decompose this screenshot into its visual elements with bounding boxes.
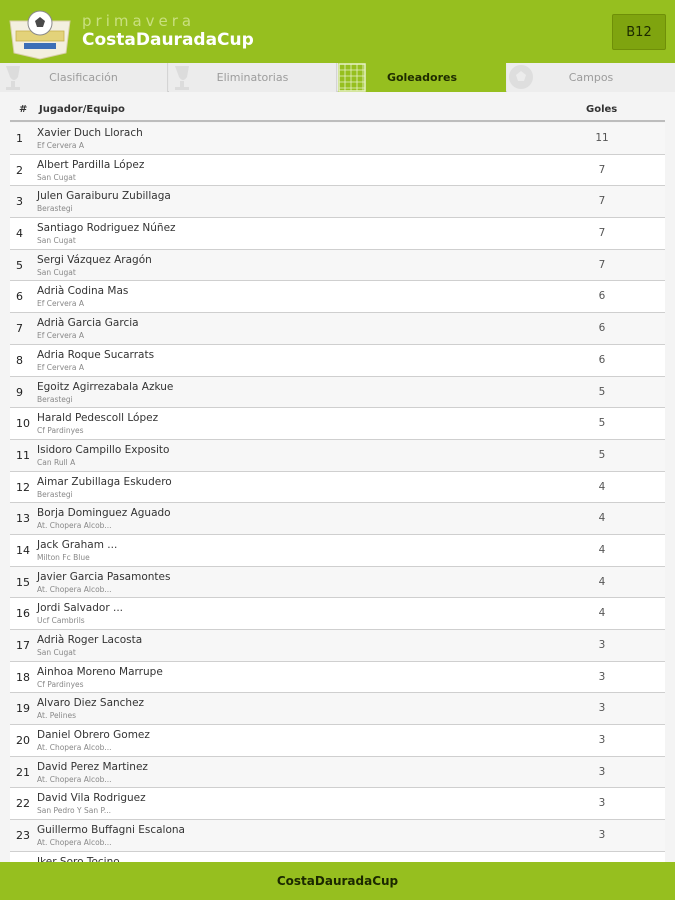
goals-count: 3 [598, 765, 606, 778]
goals-count: 11 [595, 132, 609, 144]
team-name: Ef Cervera A [37, 141, 84, 150]
row-number: 13 [16, 512, 30, 526]
team-name: Ef Cervera A [37, 331, 84, 341]
team-name: Ef Cervera A [37, 362, 84, 372]
player-name: Javier Garcia Pasamontes [37, 570, 171, 583]
team-name: At. Chopera Alcob... [37, 743, 112, 753]
goals-count: 3 [598, 829, 606, 842]
goals-count: 4 [598, 607, 606, 620]
player-name: Julen Garaiburu Zubillaga [37, 190, 171, 203]
table-row[interactable] [10, 345, 665, 377]
player-name: Alvaro Diez Sanchez [37, 697, 145, 710]
team-name: At. Chopera Alcob... [37, 774, 112, 784]
team-name: At. Pelines [37, 711, 77, 721]
goals-count: 7 [598, 258, 606, 271]
trophy-icon [0, 63, 30, 92]
player-name: Harald Pedescoll López [37, 412, 159, 425]
table-row[interactable] [10, 155, 665, 187]
player-name: Santiago Rodriguez Núñez [37, 222, 176, 235]
player-name: Jack Graham ... [37, 538, 118, 551]
row-number: 16 [16, 607, 30, 621]
table-header [10, 96, 665, 122]
table-row[interactable] [10, 820, 665, 852]
table-row[interactable] [10, 567, 665, 599]
team-name: Milton Fc Blue [37, 552, 90, 562]
table-row[interactable] [10, 598, 665, 630]
column-header-goals: Goles [586, 104, 618, 115]
goals-count: 3 [598, 797, 606, 810]
column-header-number: # [19, 104, 28, 115]
table-row[interactable] [10, 503, 665, 535]
goals-count: 5 [598, 448, 606, 461]
goals-count: 3 [598, 639, 606, 651]
player-name: Adrià Codina Mas [37, 285, 129, 298]
row-number: 14 [16, 543, 30, 557]
row-number: 15 [16, 575, 30, 589]
brand-subtitle: primavera [82, 12, 196, 30]
tab-label: Goleadores [386, 71, 458, 84]
table-row[interactable] [10, 408, 665, 440]
team-name: Berastegi [37, 489, 73, 499]
player-name: Jordi Salvador ... [37, 602, 123, 615]
table-row[interactable] [10, 757, 665, 789]
ball-logo-icon [6, 7, 74, 59]
row-number: 9 [16, 385, 23, 399]
brand-title: CostaDauradaCup [82, 30, 254, 50]
table-row[interactable] [10, 281, 665, 313]
player-name: Guillermo Buffagni Escalona [37, 824, 185, 837]
team-name: San Cugat [37, 172, 76, 182]
row-number: 23 [16, 829, 30, 843]
goals-count: 4 [598, 512, 606, 525]
row-number: 17 [16, 639, 30, 652]
goals-count: 7 [598, 227, 606, 240]
row-number: 2 [16, 163, 23, 177]
team-name: Berastegi [37, 204, 73, 214]
tab-goleadores[interactable] [338, 63, 506, 92]
player-name: David Vila Rodriguez [37, 792, 146, 805]
table-row[interactable] [10, 788, 665, 820]
player-name: Aimar Zubillaga Eskudero [37, 475, 172, 488]
tab-label: Eliminatorias [216, 71, 289, 84]
tab-bar [0, 63, 675, 92]
row-number: 8 [16, 353, 23, 367]
trophy-icon [169, 63, 199, 92]
player-name: Ainhoa Moreno Marrupe [37, 665, 163, 678]
row-number: 20 [16, 734, 30, 748]
player-name: Isidoro Campillo Exposito [37, 443, 170, 456]
table-row[interactable] [10, 662, 665, 694]
footer-bar [0, 862, 675, 900]
player-name: David Perez Martinez [37, 760, 148, 773]
goals-count: 3 [598, 702, 606, 715]
player-name: Daniel Obrero Gomez [37, 729, 150, 742]
goal-net-icon [338, 63, 368, 92]
table-row[interactable] [10, 472, 665, 504]
tab-campos[interactable] [507, 63, 675, 92]
team-name: San Cugat [37, 648, 76, 657]
table-row[interactable] [10, 123, 665, 155]
goals-count: 6 [598, 290, 606, 303]
table-row[interactable] [10, 693, 665, 725]
team-name: At. Chopera Alcob... [37, 584, 112, 594]
row-number: 3 [16, 195, 23, 209]
goals-count: 4 [598, 480, 606, 493]
tab-label: Clasificación [49, 71, 118, 84]
table-row[interactable] [10, 313, 665, 345]
table-row[interactable] [10, 630, 665, 662]
player-name: Adria Roque Sucarrats [37, 348, 155, 361]
goals-count: 6 [598, 322, 606, 335]
goals-count: 3 [598, 670, 606, 683]
team-name: At. Chopera Alcob... [37, 838, 112, 848]
player-name: Borja Dominguez Aguado [37, 507, 171, 520]
team-name: Berastegi [37, 394, 73, 404]
table-row[interactable] [10, 440, 665, 472]
team-name: Can Rull A [37, 457, 76, 467]
tab-label: Campos [568, 71, 614, 84]
row-number: 12 [16, 480, 30, 494]
goals-count: 5 [598, 385, 606, 398]
table-row[interactable] [10, 725, 665, 757]
row-number: 10 [16, 417, 30, 431]
table-row[interactable] [10, 535, 665, 567]
row-number: 7 [16, 322, 23, 336]
goals-count: 6 [598, 353, 606, 366]
table-row[interactable] [10, 218, 665, 250]
tab-eliminatorias[interactable] [169, 63, 337, 92]
category-button[interactable]: B12 [612, 14, 666, 50]
row-number: 6 [16, 290, 23, 304]
table-row[interactable] [10, 377, 665, 409]
table-row[interactable] [10, 250, 665, 282]
column-header-player: Jugador/Equipo [39, 104, 125, 115]
player-name: Adrià Roger Lacosta [37, 634, 143, 646]
team-name: Ucf Cambrils [37, 616, 85, 626]
tab-clasificacion[interactable] [0, 63, 168, 92]
row-number: 18 [16, 670, 30, 684]
goals-count: 3 [598, 734, 606, 747]
row-number: 22 [16, 797, 30, 811]
player-name: Sergi Vázquez Aragón [37, 253, 152, 266]
team-name: Cf Pardinyes [37, 679, 84, 689]
row-number: 11 [16, 448, 30, 462]
team-name: San Cugat [37, 236, 76, 246]
player-name: Xavier Duch Llorach [37, 127, 143, 139]
goals-count: 4 [598, 575, 606, 588]
team-name: At. Chopera Alcob... [37, 521, 112, 531]
goals-count: 5 [598, 417, 606, 430]
row-number: 4 [16, 227, 23, 241]
goals-count: 7 [598, 163, 606, 176]
row-number: 5 [16, 258, 23, 272]
footer-title: CostaDauradaCup [276, 874, 399, 888]
player-name: Adrià Garcia Garcia [37, 317, 139, 330]
goals-count: 7 [598, 195, 606, 208]
scorers-list[interactable] [10, 123, 665, 861]
table-row[interactable] [10, 186, 665, 218]
row-number: 1 [16, 132, 23, 145]
app-header [0, 0, 675, 63]
team-name: San Cugat [37, 267, 76, 277]
team-name: San Pedro Y San P... [37, 806, 111, 816]
row-number: 19 [16, 702, 30, 716]
player-name: Albert Pardilla López [37, 158, 145, 171]
player-name: Egoitz Agirrezabala Azkue [37, 380, 174, 393]
row-number: 21 [16, 765, 30, 779]
goals-count: 4 [598, 543, 606, 556]
team-name: Cf Pardinyes [37, 426, 84, 436]
ball-icon [507, 63, 537, 92]
team-name: Ef Cervera A [37, 299, 84, 309]
